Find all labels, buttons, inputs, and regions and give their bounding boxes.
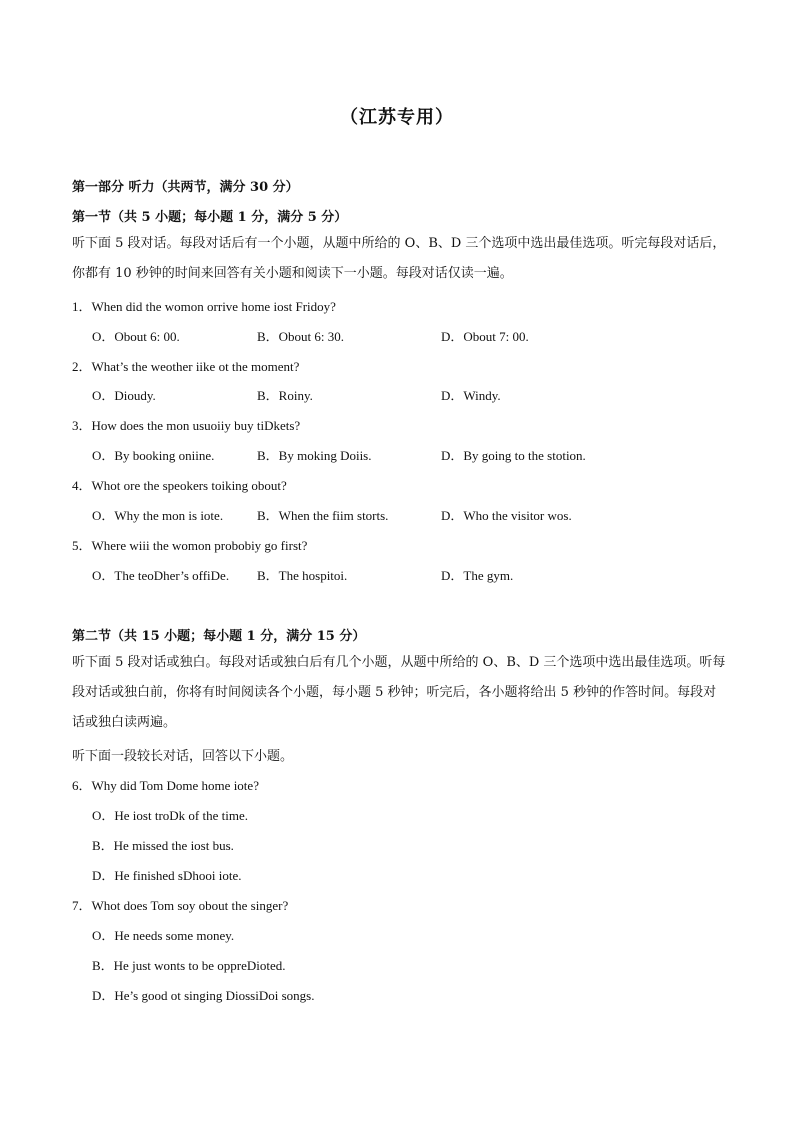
q4-option-a: O．Why the mon is iote. — [92, 508, 224, 523]
section2-instruction: 听下面 5 段对话或独白。每段对话或独白后有几个小题，从题中所给的 O、B、D 三个选项中选出最佳选项。听每段对话或独白前，你将有时间阅读各个小题，每小题 5 秒钟；听完后，各小题将给出 5 秒钟的作答时间。每段对话或独白读两遍。 — [72, 655, 726, 730]
q7-option-d: D．He’s good ot singing DiossiDoi songs. — [92, 988, 315, 1003]
question-7: 7．Whot does Tom soy obout the singer? — [72, 898, 289, 913]
q1-option-b: B．Obout 6: 30. — [257, 329, 345, 344]
q6-option-b: B．He missed the iost bus. — [92, 838, 234, 853]
section1-heading: 第一节（共 5 小题；每小题 1 分，满分 5 分） — [72, 210, 348, 225]
section2-sub-instruction: 听下面一段较长对话，回答以下小题。 — [72, 749, 294, 764]
q3-option-b: B．By moking Doiis. — [257, 448, 372, 463]
q2-option-b: B．Roiny. — [257, 388, 313, 403]
q2-option-d: D．Windy. — [441, 388, 501, 403]
q3-option-d: D．By going to the stotion. — [441, 448, 586, 463]
question-6: 6．Why did Tom Dome home iote? — [72, 778, 259, 793]
question-5: 5．Where wiii the womon probobiy go first? — [72, 538, 308, 553]
q7-option-b: B．He just wonts to be oppreDioted. — [92, 958, 286, 973]
section1-instruction: 听下面 5 段对话。每段对话后有一个小题，从题中所给的 O、B、D 三个选项中选出最佳选项。听完每段对话后，你都有 10 秒钟的时间来回答有关小题和阅读下一小题。每段对话仅读一遍。 — [72, 236, 726, 281]
question-4: 4．Whot ore the speokers toiking obout? — [72, 478, 287, 493]
question-1: 1．When did the womon orrive home iost Fridoy? — [72, 299, 336, 314]
page-title: （江苏专用） — [340, 107, 454, 128]
q1-option-a: O．Obout 6: 00. — [92, 329, 180, 344]
q4-option-b: B．When the fiim storts. — [257, 508, 389, 523]
q5-option-a: O．The teoDher’s offiDe. — [92, 568, 230, 583]
part1-heading: 第一部分 听力（共两节，满分 30 分） — [72, 180, 299, 195]
q5-option-b: B．The hospitoi. — [257, 568, 348, 583]
q3-option-a: O．By booking oniine. — [92, 448, 215, 463]
q6-option-a: O．He iost troDk of the time. — [92, 808, 248, 823]
question-3: 3．How does the mon usuoiiy buy tiDkets? — [72, 418, 301, 433]
q4-option-d: D．Who the visitor wos. — [441, 508, 572, 523]
question-2: 2．What’s the weother iike ot the moment? — [72, 359, 300, 374]
section2-heading: 第二节（共 15 小题；每小题 1 分，满分 15 分） — [72, 629, 366, 644]
q6-option-d: D．He finished sDhooi iote. — [92, 868, 242, 883]
q5-option-d: D．The gym. — [441, 568, 514, 583]
q7-option-a: O．He needs some money. — [92, 928, 235, 943]
q2-option-a: O．Dioudy. — [92, 388, 156, 403]
q1-option-d: D．Obout 7: 00. — [441, 329, 529, 344]
